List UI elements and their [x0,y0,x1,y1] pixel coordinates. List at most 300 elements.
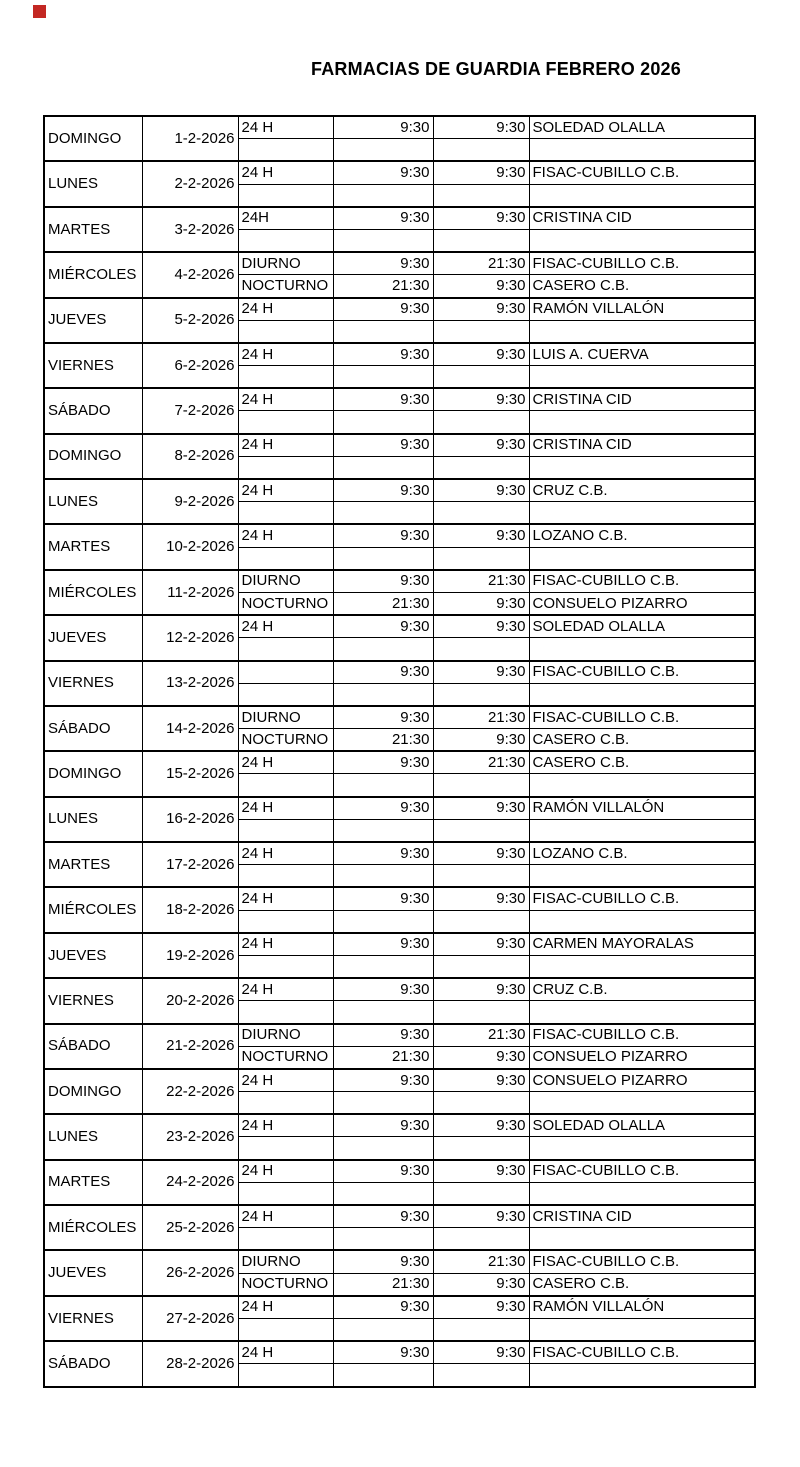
end-time-cell: 9:30 [433,161,529,184]
day-cell: DOMINGO [44,1069,142,1114]
end-time-cell: 9:30 [433,1296,529,1319]
start-time-cell: 21:30 [333,1273,433,1296]
pharmacy-cell [529,955,755,978]
pharmacy-cell: CASERO C.B. [529,1273,755,1296]
end-time-cell: 9:30 [433,275,529,298]
end-time-cell: 9:30 [433,978,529,1001]
table-row [44,1341,755,1364]
day-cell: MARTES [44,524,142,569]
pharmacy-cell [529,819,755,842]
end-time-cell: 9:30 [433,933,529,956]
end-time-cell [433,819,529,842]
end-time-cell [433,502,529,525]
shift-cell: 24H [238,207,333,230]
table-row [44,1250,755,1273]
date-cell: 7-2-2026 [142,388,238,433]
shift-cell: 24 H [238,343,333,366]
table-row [44,116,755,139]
start-time-cell: 9:30 [333,1250,433,1273]
pharmacy-cell: FISAC-CUBILLO C.B. [529,252,755,275]
start-time-cell: 9:30 [333,706,433,729]
end-time-cell: 9:30 [433,661,529,684]
pharmacy-cell [529,366,755,389]
date-cell: 28-2-2026 [142,1341,238,1386]
pharmacy-cell: CARMEN MAYORALAS [529,933,755,956]
pharmacy-cell: CASERO C.B. [529,751,755,774]
pharmacy-cell: SOLEDAD OLALLA [529,116,755,139]
end-time-cell: 9:30 [433,1205,529,1228]
end-time-cell: 9:30 [433,592,529,615]
table-row [44,252,755,275]
pharmacy-cell [529,184,755,207]
shift-cell [238,411,333,434]
start-time-cell [333,955,433,978]
shift-cell [238,910,333,933]
date-cell: 10-2-2026 [142,524,238,569]
day-cell: VIERNES [44,978,142,1023]
day-cell: JUEVES [44,615,142,660]
pharmacy-cell [529,139,755,162]
day-cell: MARTES [44,842,142,887]
shift-cell: 24 H [238,298,333,321]
end-time-cell [433,1137,529,1160]
table-row [44,479,755,502]
start-time-cell: 9:30 [333,252,433,275]
day-cell: LUNES [44,797,142,842]
day-cell: LUNES [44,1114,142,1159]
pharmacy-cell: FISAC-CUBILLO C.B. [529,1160,755,1183]
start-time-cell: 9:30 [333,1069,433,1092]
end-time-cell: 21:30 [433,706,529,729]
shift-cell [238,184,333,207]
pharmacy-cell: FISAC-CUBILLO C.B. [529,661,755,684]
date-cell: 6-2-2026 [142,343,238,388]
shift-cell: 24 H [238,524,333,547]
end-time-cell [433,1182,529,1205]
end-time-cell [433,547,529,570]
date-cell: 25-2-2026 [142,1205,238,1250]
date-cell: 8-2-2026 [142,434,238,479]
pharmacy-cell: FISAC-CUBILLO C.B. [529,161,755,184]
table-row [44,887,755,910]
day-cell: MARTES [44,1160,142,1205]
shift-cell: NOCTURNO [238,729,333,752]
red-square-marker [33,5,46,18]
pharmacy-cell [529,1228,755,1251]
pharmacy-cell: FISAC-CUBILLO C.B. [529,706,755,729]
end-time-cell [433,184,529,207]
start-time-cell: 9:30 [333,661,433,684]
start-time-cell: 9:30 [333,1114,433,1137]
date-cell: 26-2-2026 [142,1250,238,1295]
start-time-cell [333,456,433,479]
pharmacy-cell: CONSUELO PIZARRO [529,592,755,615]
pharmacy-cell: FISAC-CUBILLO C.B. [529,1024,755,1047]
pharmacy-cell [529,1092,755,1115]
table-row [44,842,755,865]
start-time-cell: 21:30 [333,1046,433,1069]
table-row [44,706,755,729]
shift-cell [238,774,333,797]
end-time-cell: 9:30 [433,1273,529,1296]
start-time-cell: 21:30 [333,275,433,298]
table-row [44,524,755,547]
end-time-cell: 9:30 [433,1160,529,1183]
table-row [44,1205,755,1228]
date-cell: 11-2-2026 [142,570,238,615]
start-time-cell [333,1364,433,1387]
pharmacy-cell: RAMÓN VILLALÓN [529,1296,755,1319]
end-time-cell [433,1318,529,1341]
start-time-cell [333,1092,433,1115]
end-time-cell: 9:30 [433,1341,529,1364]
shift-cell: 24 H [238,388,333,411]
shift-cell [238,638,333,661]
day-cell: MARTES [44,207,142,252]
table-row [44,1069,755,1092]
shift-cell: DIURNO [238,1024,333,1047]
table-row [44,661,755,684]
shift-cell [238,456,333,479]
shift-cell: NOCTURNO [238,275,333,298]
shift-cell [238,1318,333,1341]
pharmacy-cell [529,1137,755,1160]
end-time-cell: 21:30 [433,1024,529,1047]
shift-cell: 24 H [238,751,333,774]
start-time-cell: 9:30 [333,615,433,638]
start-time-cell [333,366,433,389]
day-cell: MIÉRCOLES [44,1205,142,1250]
day-cell: DOMINGO [44,751,142,796]
start-time-cell [333,910,433,933]
start-time-cell: 9:30 [333,797,433,820]
shift-cell: DIURNO [238,252,333,275]
start-time-cell: 9:30 [333,1341,433,1364]
pharmacy-cell [529,1364,755,1387]
end-time-cell: 21:30 [433,252,529,275]
date-cell: 17-2-2026 [142,842,238,887]
shift-cell [238,547,333,570]
pharmacy-cell: SOLEDAD OLALLA [529,615,755,638]
pharmacy-cell: CRISTINA CID [529,1205,755,1228]
table-row [44,933,755,956]
shift-cell [238,1137,333,1160]
shift-cell [238,139,333,162]
table-row [44,1160,755,1183]
pharmacy-cell: CASERO C.B. [529,729,755,752]
end-time-cell [433,955,529,978]
start-time-cell: 9:30 [333,1205,433,1228]
pharmacy-cell: CRISTINA CID [529,388,755,411]
shift-cell: DIURNO [238,1250,333,1273]
pharmacy-cell: CRISTINA CID [529,434,755,457]
end-time-cell: 21:30 [433,751,529,774]
shift-cell: 24 H [238,1205,333,1228]
end-time-cell: 9:30 [433,1046,529,1069]
date-cell: 19-2-2026 [142,933,238,978]
end-time-cell [433,1001,529,1024]
pharmacy-cell [529,411,755,434]
shift-cell [238,1001,333,1024]
end-time-cell: 9:30 [433,1114,529,1137]
shift-cell [238,1228,333,1251]
pharmacy-cell [529,865,755,888]
start-time-cell: 21:30 [333,729,433,752]
shift-cell [238,661,333,684]
pharmacy-cell: LUIS A. CUERVA [529,343,755,366]
pharmacy-cell: CONSUELO PIZARRO [529,1046,755,1069]
shift-cell: NOCTURNO [238,1046,333,1069]
shift-cell [238,1092,333,1115]
shift-cell [238,366,333,389]
day-cell: DOMINGO [44,434,142,479]
start-time-cell [333,411,433,434]
start-time-cell: 9:30 [333,751,433,774]
day-cell: JUEVES [44,1250,142,1295]
table-row [44,1296,755,1319]
start-time-cell: 9:30 [333,1296,433,1319]
start-time-cell: 9:30 [333,978,433,1001]
start-time-cell [333,865,433,888]
start-time-cell [333,1228,433,1251]
shift-cell [238,1182,333,1205]
day-cell: DOMINGO [44,116,142,161]
end-time-cell [433,910,529,933]
end-time-cell [433,229,529,252]
end-time-cell: 9:30 [433,524,529,547]
page-title: FARMACIAS DE GUARDIA FEBRERO 2026 [311,59,681,79]
day-cell: MIÉRCOLES [44,570,142,615]
date-cell: 15-2-2026 [142,751,238,796]
shift-cell: 24 H [238,615,333,638]
table-row [44,298,755,321]
date-cell: 1-2-2026 [142,116,238,161]
start-time-cell: 9:30 [333,570,433,593]
shift-cell: 24 H [238,1296,333,1319]
table-row [44,615,755,638]
end-time-cell: 9:30 [433,1069,529,1092]
shift-cell: 24 H [238,161,333,184]
shift-cell [238,865,333,888]
start-time-cell [333,547,433,570]
day-cell: SÁBADO [44,1024,142,1069]
table-row [44,570,755,593]
date-cell: 27-2-2026 [142,1296,238,1341]
start-time-cell [333,774,433,797]
start-time-cell [333,1318,433,1341]
table-row [44,1114,755,1137]
pharmacy-cell [529,320,755,343]
end-time-cell: 9:30 [433,388,529,411]
start-time-cell: 9:30 [333,1160,433,1183]
pharmacy-cell [529,547,755,570]
day-cell: SÁBADO [44,1341,142,1386]
shift-cell: 24 H [238,887,333,910]
shift-cell [238,819,333,842]
pharmacy-cell: CRUZ C.B. [529,978,755,1001]
end-time-cell [433,683,529,706]
start-time-cell: 9:30 [333,298,433,321]
end-time-cell [433,456,529,479]
shift-cell: NOCTURNO [238,1273,333,1296]
start-time-cell: 9:30 [333,842,433,865]
start-time-cell [333,1137,433,1160]
end-time-cell [433,1364,529,1387]
start-time-cell [333,638,433,661]
pharmacy-cell [529,456,755,479]
end-time-cell: 9:30 [433,434,529,457]
start-time-cell: 9:30 [333,479,433,502]
day-cell: LUNES [44,479,142,524]
date-cell: 24-2-2026 [142,1160,238,1205]
end-time-cell [433,320,529,343]
pharmacy-cell: RAMÓN VILLALÓN [529,797,755,820]
pharmacy-cell: FISAC-CUBILLO C.B. [529,1250,755,1273]
date-cell: 13-2-2026 [142,661,238,706]
start-time-cell: 21:30 [333,592,433,615]
pharmacy-cell: CASERO C.B. [529,275,755,298]
start-time-cell: 9:30 [333,388,433,411]
end-time-cell: 21:30 [433,570,529,593]
start-time-cell: 9:30 [333,1024,433,1047]
shift-cell: NOCTURNO [238,592,333,615]
end-time-cell [433,774,529,797]
date-cell: 20-2-2026 [142,978,238,1023]
start-time-cell [333,229,433,252]
start-time-cell: 9:30 [333,207,433,230]
start-time-cell: 9:30 [333,434,433,457]
pharmacy-cell: LOZANO C.B. [529,524,755,547]
end-time-cell: 9:30 [433,343,529,366]
table-row [44,161,755,184]
start-time-cell: 9:30 [333,887,433,910]
pharmacy-cell [529,502,755,525]
shift-cell [238,955,333,978]
date-cell: 12-2-2026 [142,615,238,660]
pharmacy-cell: FISAC-CUBILLO C.B. [529,570,755,593]
table-row [44,388,755,411]
pharmacy-cell: RAMÓN VILLALÓN [529,298,755,321]
start-time-cell [333,1001,433,1024]
day-cell: MIÉRCOLES [44,887,142,932]
start-time-cell: 9:30 [333,933,433,956]
start-time-cell [333,1182,433,1205]
shift-cell [238,1364,333,1387]
pharmacy-cell [529,229,755,252]
shift-cell: 24 H [238,1341,333,1364]
pharmacy-cell: CRUZ C.B. [529,479,755,502]
pharmacy-cell [529,910,755,933]
start-time-cell [333,320,433,343]
table-row [44,207,755,230]
date-cell: 18-2-2026 [142,887,238,932]
shift-cell: 24 H [238,1069,333,1092]
pharmacy-cell: FISAC-CUBILLO C.B. [529,887,755,910]
table-row [44,978,755,1001]
day-cell: MIÉRCOLES [44,252,142,297]
start-time-cell [333,819,433,842]
date-cell: 21-2-2026 [142,1024,238,1069]
pharmacy-cell: CRISTINA CID [529,207,755,230]
pharmacy-cell [529,774,755,797]
start-time-cell: 9:30 [333,161,433,184]
shift-cell: 24 H [238,933,333,956]
table-row [44,797,755,820]
start-time-cell [333,502,433,525]
start-time-cell [333,184,433,207]
pharmacy-cell: SOLEDAD OLALLA [529,1114,755,1137]
shift-cell [238,229,333,252]
start-time-cell [333,683,433,706]
end-time-cell: 9:30 [433,797,529,820]
pharmacy-cell [529,638,755,661]
day-cell: VIERNES [44,1296,142,1341]
shift-cell: DIURNO [238,570,333,593]
date-cell: 2-2-2026 [142,161,238,206]
shift-cell: DIURNO [238,706,333,729]
date-cell: 23-2-2026 [142,1114,238,1159]
end-time-cell: 9:30 [433,116,529,139]
date-cell: 5-2-2026 [142,298,238,343]
end-time-cell [433,1092,529,1115]
shift-cell: 24 H [238,1160,333,1183]
shift-cell: 24 H [238,797,333,820]
day-cell: VIERNES [44,661,142,706]
pharmacy-cell [529,683,755,706]
end-time-cell [433,865,529,888]
date-cell: 4-2-2026 [142,252,238,297]
pharmacy-cell: LOZANO C.B. [529,842,755,865]
end-time-cell [433,1228,529,1251]
start-time-cell: 9:30 [333,343,433,366]
pharmacy-cell: CONSUELO PIZARRO [529,1069,755,1092]
date-cell: 3-2-2026 [142,207,238,252]
start-time-cell: 9:30 [333,524,433,547]
day-cell: SÁBADO [44,706,142,751]
shift-cell: 24 H [238,479,333,502]
shift-cell: 24 H [238,1114,333,1137]
pharmacy-cell [529,1001,755,1024]
date-cell: 9-2-2026 [142,479,238,524]
day-cell: VIERNES [44,343,142,388]
start-time-cell [333,139,433,162]
table-row [44,434,755,457]
date-cell: 16-2-2026 [142,797,238,842]
shift-cell: 24 H [238,434,333,457]
shift-cell [238,320,333,343]
day-cell: JUEVES [44,298,142,343]
pharmacy-cell [529,1318,755,1341]
day-cell: LUNES [44,161,142,206]
end-time-cell: 9:30 [433,842,529,865]
end-time-cell: 9:30 [433,479,529,502]
shift-cell: 24 H [238,116,333,139]
end-time-cell: 9:30 [433,207,529,230]
day-cell: SÁBADO [44,388,142,433]
end-time-cell: 9:30 [433,615,529,638]
shift-cell: 24 H [238,978,333,1001]
pharmacy-cell: FISAC-CUBILLO C.B. [529,1341,755,1364]
table-row [44,343,755,366]
end-time-cell [433,638,529,661]
end-time-cell [433,411,529,434]
start-time-cell: 9:30 [333,116,433,139]
end-time-cell [433,139,529,162]
date-cell: 22-2-2026 [142,1069,238,1114]
shift-cell [238,683,333,706]
table-body [44,116,755,1387]
end-time-cell: 21:30 [433,1250,529,1273]
